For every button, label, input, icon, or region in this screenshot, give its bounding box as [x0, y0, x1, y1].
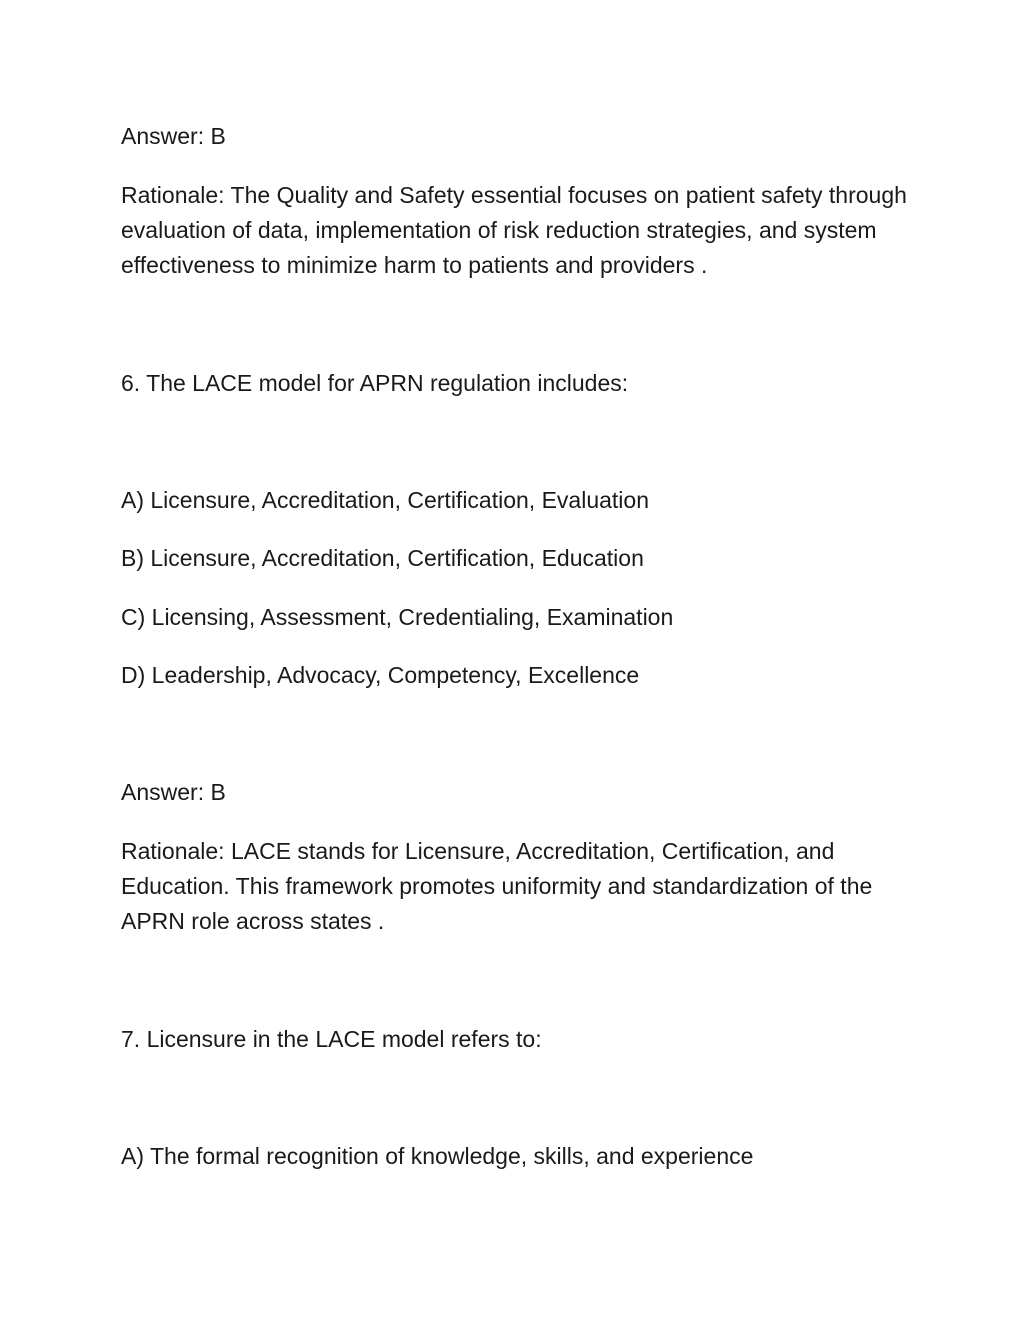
- option-c: C) Licensing, Assessment, Credentialing, Examination: [121, 604, 674, 630]
- question-text: 7. Licensure in the LACE model refers to:: [121, 1026, 542, 1052]
- option-a: A) Licensure, Accreditation, Certification, Evaluation: [121, 487, 649, 513]
- answer-label: Answer: B: [121, 779, 226, 805]
- rationale-paragraph: Rationale: LACE stands for Licensure, Accreditation, Certification, and Education. This framework promotes uniformity and standardization of the APRN role across states .: [121, 838, 873, 934]
- question-text: 6. The LACE model for APRN regulation includes:: [121, 370, 629, 396]
- option-b: B) Licensure, Accreditation, Certification, Education: [121, 545, 644, 571]
- option-d: D) Leadership, Advocacy, Competency, Excellence: [121, 662, 640, 688]
- rationale-paragraph: Rationale: The Quality and Safety essential focuses on patient safety through evaluation of data, implementation of risk reduction strategies, and system effectiveness to minimize harm to patients and providers .: [121, 182, 907, 278]
- answer-label: Answer: B: [121, 123, 226, 149]
- option-a: A) The formal recognition of knowledge, skills, and experience: [121, 1143, 754, 1169]
